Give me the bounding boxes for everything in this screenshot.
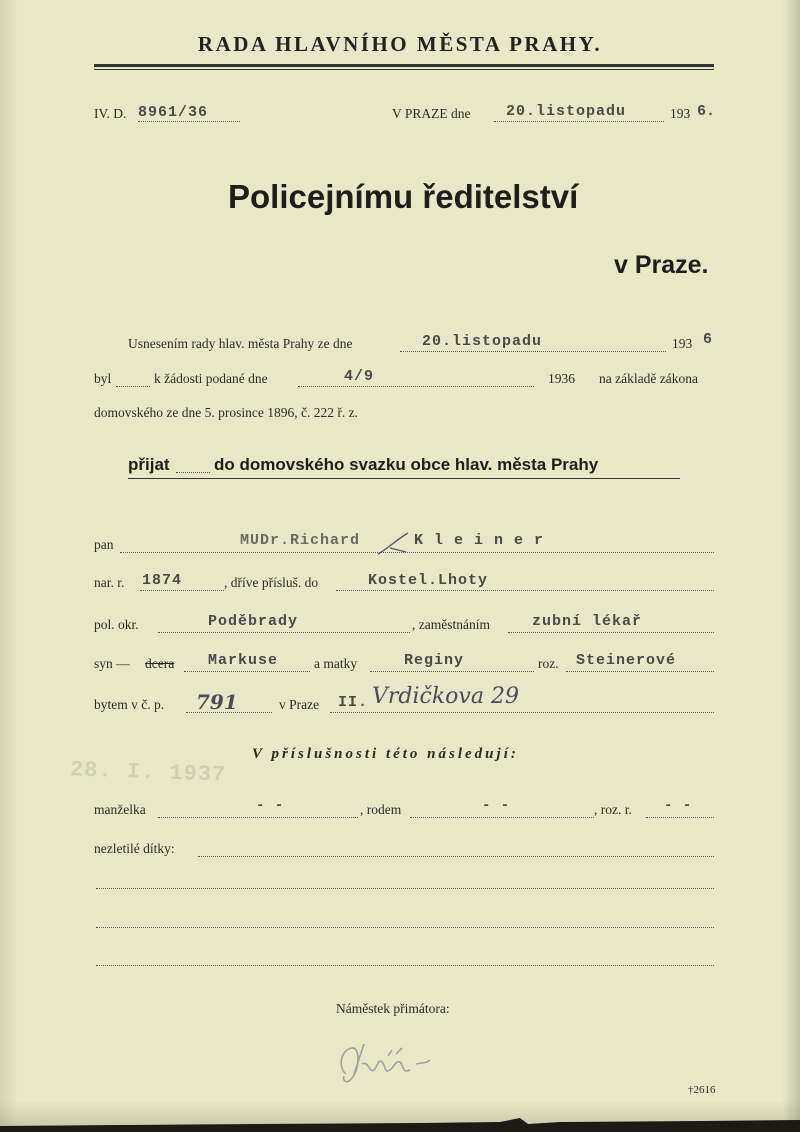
formerly-dots xyxy=(336,590,714,591)
reference-dots xyxy=(138,121,240,122)
father-dots xyxy=(184,671,310,672)
admitted-underline xyxy=(128,478,680,479)
wife-label: manželka xyxy=(94,802,146,817)
resolution-year-printed: 193 xyxy=(672,336,693,351)
name-last: K l e i n e r xyxy=(414,532,545,549)
request-text: k žádosti podané dne xyxy=(154,371,268,386)
address-dots xyxy=(330,712,714,713)
children-dots-3 xyxy=(96,927,714,928)
byl-label: byl xyxy=(94,371,112,386)
resolution-prefix: Usnesením rady hlav. města Prahy ze dne xyxy=(128,336,353,351)
resolution-date: 20.listopadu xyxy=(422,333,543,350)
born-year: 1874 xyxy=(142,572,183,589)
district-typed: II. xyxy=(338,694,369,711)
formerly-label: , dříve přísluš. do xyxy=(224,575,319,590)
district-label: pol. okr. xyxy=(94,617,139,632)
father-name: Markuse xyxy=(208,652,279,669)
daughter-struck: dcera xyxy=(145,656,175,671)
signature xyxy=(330,1034,440,1094)
deputy-label: Náměstek přimátora: xyxy=(336,1001,450,1016)
resolution-date-dots xyxy=(400,351,666,352)
header-year-digit: 6. xyxy=(697,103,716,120)
occupation-value: zubní lékař xyxy=(532,613,643,630)
mother-label: a matky xyxy=(314,656,358,671)
reference-number: 8961/36 xyxy=(138,104,209,121)
pan-label: pan xyxy=(94,537,114,552)
residence-label: bytem v č. p. xyxy=(94,697,165,712)
torn-edge xyxy=(0,1108,800,1132)
district-dots xyxy=(158,632,410,633)
nee-label: roz. xyxy=(538,656,559,671)
wife-value: - - xyxy=(256,798,285,814)
district-value: Poděbrady xyxy=(208,613,299,630)
born-label: nar. r. xyxy=(94,575,125,590)
children-dots-1 xyxy=(198,856,714,857)
wife-born-value: - - xyxy=(482,798,511,814)
request-year: 1936 xyxy=(548,371,575,386)
mother-dots xyxy=(370,671,534,672)
admitted-rest: do domovského svazku obce hlav. města Prahy xyxy=(214,455,599,474)
admitted-word: přijat xyxy=(128,455,170,474)
header-rule-top xyxy=(94,64,714,67)
header-date: 20.listopadu xyxy=(506,103,627,120)
dependents-heading: V příslušnosti této následují: xyxy=(252,746,519,762)
formerly-value: Kostel.Lhoty xyxy=(368,572,489,589)
header-date-dots xyxy=(494,121,664,122)
admitted-dots xyxy=(176,472,210,473)
wife-nee-year-label: , roz. r. xyxy=(594,802,632,817)
born-dots xyxy=(140,590,224,591)
law-suffix: na základě zákona xyxy=(599,371,698,386)
header-year-printed: 193 xyxy=(670,106,691,121)
street-handwritten: Vrdičkova 29 xyxy=(372,684,519,709)
mother-name: Reginy xyxy=(404,652,465,669)
occupation-dots xyxy=(508,632,714,633)
house-number: 791 xyxy=(196,690,238,714)
son-label: syn — xyxy=(94,656,130,671)
pen-mark xyxy=(376,530,412,560)
wife-nee-year-dots xyxy=(646,817,714,818)
wife-born-dots xyxy=(410,817,594,818)
mother-maiden: Steinerové xyxy=(576,652,677,669)
header-rule-bottom xyxy=(94,69,714,70)
byl-dots xyxy=(116,386,150,387)
addressee-line-2: v Praze. xyxy=(614,251,709,279)
org-title: RADA HLAVNÍHO MĚSTA PRAHY. xyxy=(197,32,603,56)
children-dots-2 xyxy=(96,888,714,889)
wife-dots xyxy=(158,817,358,818)
resolution-year-digit: 6 xyxy=(703,331,713,348)
wife-nee-year-value: - - xyxy=(664,798,693,814)
name-dots xyxy=(120,552,714,553)
form-number: †2616 xyxy=(688,1084,716,1096)
reference-prefix: IV. D. xyxy=(94,106,127,121)
city-label: v Praze xyxy=(279,697,320,712)
place-date-prefix: V PRAZE dne xyxy=(392,106,471,121)
occupation-label: , zaměstnáním xyxy=(412,617,490,632)
children-label: nezletilé dítky: xyxy=(94,841,175,856)
addressee-line-1: Policejnímu ředitelství xyxy=(228,178,579,215)
request-date: 4/9 xyxy=(344,368,375,385)
date-stamp: 28. I. 1937 xyxy=(69,757,227,788)
request-date-dots xyxy=(298,386,534,387)
wife-born-label: , rodem xyxy=(360,802,402,817)
maiden-dots xyxy=(566,671,714,672)
name-first: MUDr.Richard xyxy=(240,532,361,549)
law-line: domovského ze dne 5. prosince 1896, č. 222 ř. z. xyxy=(94,405,358,420)
children-dots-4 xyxy=(96,965,714,966)
